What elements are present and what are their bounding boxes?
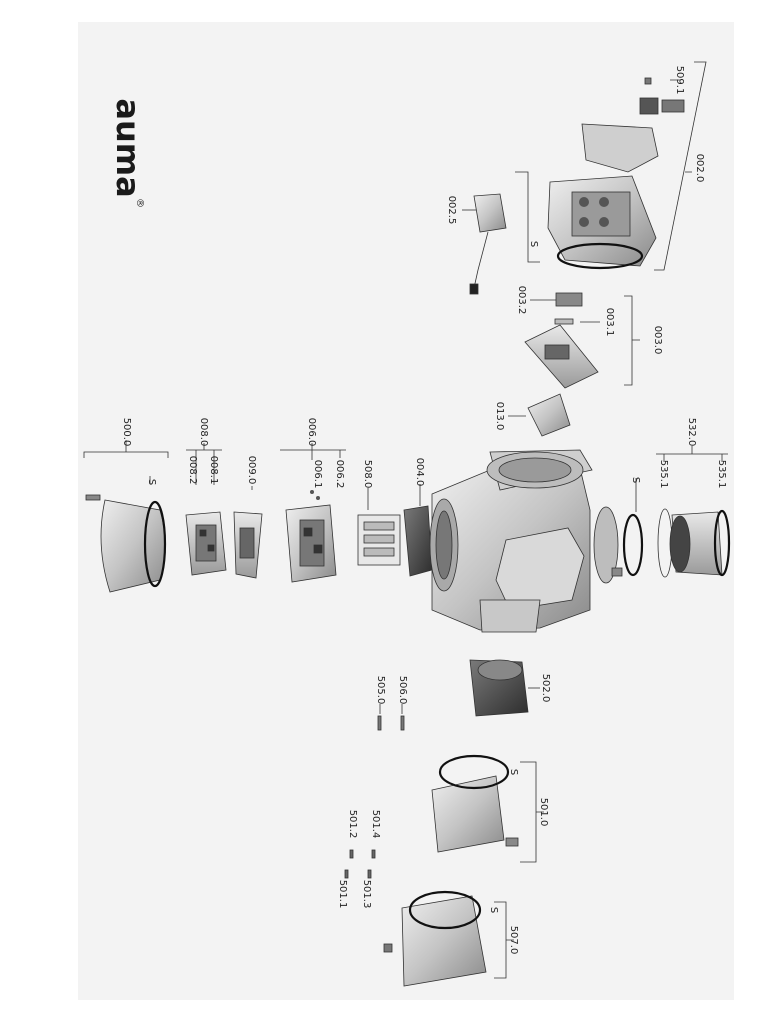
- part-501-bolts: [345, 850, 375, 878]
- logo-text: auma: [109, 98, 147, 198]
- part-label-p535-1b: 535.1: [716, 459, 727, 489]
- part-006-0-assembly: [286, 490, 336, 582]
- part-013-0-cover: [528, 394, 570, 436]
- part-003-0-board: [525, 293, 598, 388]
- part-501-0-flange: [432, 756, 518, 852]
- part-009-0-board: [234, 512, 262, 578]
- part-label-s-004: S: [630, 476, 641, 484]
- part-label-p003-2: 003.2: [516, 285, 527, 315]
- part-500-0-cover: [86, 495, 165, 592]
- part-label-p002-0: 002.0: [694, 153, 705, 183]
- part-004-0-plate: [404, 506, 432, 576]
- part-label-p006-1: 006.1: [312, 459, 323, 489]
- part-008-0-board: [186, 512, 226, 575]
- part-label-p004-0: 004.0: [414, 457, 425, 487]
- part-label-p501-2: 501.2: [347, 809, 358, 839]
- part-label-p013-0: 013.0: [494, 401, 505, 431]
- part-label-p506-0: 506.0: [397, 675, 408, 705]
- part-label-s-507: S: [488, 906, 499, 914]
- part-002-0-lid: [548, 78, 684, 268]
- part-532-0-motor: [658, 509, 729, 577]
- registered-mark: ®: [134, 198, 145, 208]
- part-label-p008-0: 008.0: [198, 417, 209, 447]
- part-label-s-500: S: [146, 478, 157, 486]
- part-label-p502-0: 502.0: [540, 673, 551, 703]
- part-label-p501-0: 501.0: [538, 797, 549, 827]
- part-label-p006-2: 006.2: [334, 459, 345, 489]
- part-label-p002-5: 002.5: [446, 195, 457, 225]
- part-label-s-002: S: [528, 240, 539, 248]
- part-502-0-bearing: [470, 660, 528, 716]
- part-002-5-cable: [470, 194, 506, 294]
- part-label-p008-1: 008.1: [208, 455, 219, 485]
- o-ring-seal: [624, 515, 642, 575]
- part-label-p500-0: 500.0: [121, 417, 132, 447]
- part-label-p501-4: 501.4: [370, 809, 381, 839]
- part-label-p009-0: 009.0: [246, 455, 257, 485]
- part-507-0-adapter: [384, 892, 486, 986]
- part-label-p006-0: 006.0: [306, 417, 317, 447]
- part-label-p532-0: 532.0: [686, 417, 697, 447]
- part-label-p505-0: 505.0: [375, 675, 386, 705]
- part-label-p501-1: 501.1: [337, 879, 348, 909]
- part-label-p535-1a: 535.1: [658, 459, 669, 489]
- part-label-p509-1: 509.1: [674, 65, 685, 95]
- part-505-506-pins: [378, 716, 404, 730]
- auma-logo: [109, 98, 147, 208]
- part-label-p501-3: 501.3: [361, 879, 372, 909]
- part-label-p507-0: 507.0: [508, 925, 519, 955]
- part-label-p508-0: 508.0: [362, 459, 373, 489]
- part-label-s-501: S: [508, 768, 519, 776]
- part-label-p003-1: 003.1: [604, 307, 615, 337]
- part-label-p003-0: 003.0: [652, 325, 663, 355]
- part-label-p008-2: 008.2: [187, 455, 198, 485]
- part-508-0-terminal: [358, 515, 400, 565]
- main-housing: [430, 450, 642, 632]
